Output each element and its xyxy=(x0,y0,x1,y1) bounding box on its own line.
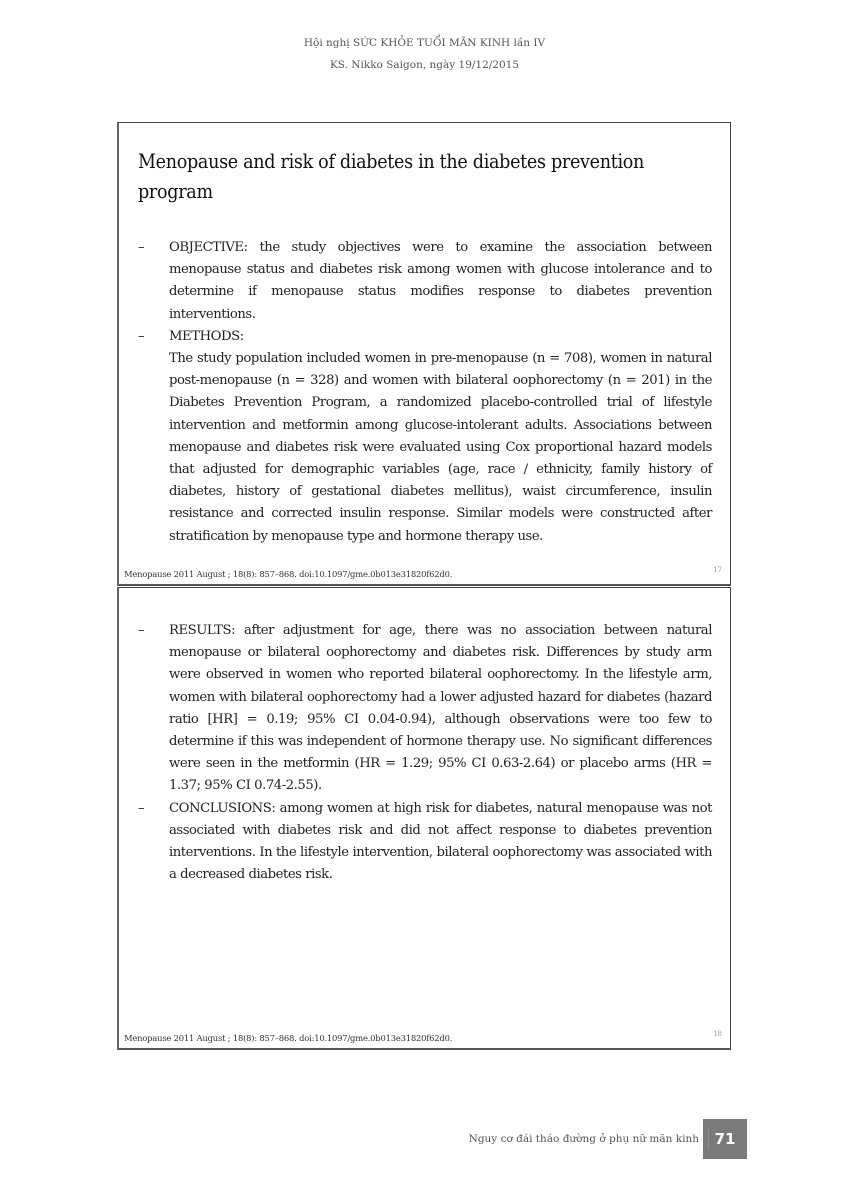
bullet-results xyxy=(138,620,712,798)
divider xyxy=(708,1128,709,1150)
citation: Menopause 2011 August ; 18(8): 857–868. doi:10.1097/gme.0b013e31820f62d0. xyxy=(124,1033,453,1043)
bullet-list xyxy=(138,237,712,548)
citation: Menopause 2011 August ; 18(8): 857–868. doi:10.1097/gme.0b013e31820f62d0. xyxy=(124,569,453,579)
page-header-conference: Hội nghị SỨC KHỎE TUỔI MÃN KINH lần IV xyxy=(303,37,546,49)
slide-title: Menopause and risk of diabetes in the diabetes prevention program xyxy=(138,150,645,203)
slide-number: 18 xyxy=(713,1030,722,1038)
methods-paragraph: The study population included women in pre-menopause (n = 708), women in natural post-menopause (n = 328) and women with bilateral oophorectomy (n = 201) in the Diabetes Prevention Program, a randomized placebo-controlled trial of lifestyle intervention and metformin among glucose-intolerant adults. Associations between menopause and diabetes risk were evaluated using Cox proportional hazard models that adjusted for demographic variables (age, race / ethnicity, family history of diabetes, history of gestational diabetes mellitus), waist circumference, insulin resistance and corrected insulin response. Similar models were constructed after stratification by menopause type and hormone therapy use. xyxy=(169,351,712,544)
dash-bullet-icon: – xyxy=(138,328,145,344)
slide-number: 17 xyxy=(713,566,722,574)
bullet-list xyxy=(138,620,712,886)
page-number-box xyxy=(703,1119,747,1159)
page-number: 71 xyxy=(714,1130,736,1148)
bullet-objective xyxy=(138,237,712,326)
bullet-text: OBJECTIVE: the study objectives were to examine the association between menopause status and diabetes risk among women with glucose intolerance and to determine if menopause status modifies response to diabetes prevention interventions. xyxy=(169,240,712,322)
slide-18 xyxy=(117,587,731,1050)
dash-bullet-icon: – xyxy=(138,800,145,816)
page-footer-title: Nguy cơ đái tháo đường ở phụ nữ mãn kinh xyxy=(468,1133,699,1145)
bullet-methods xyxy=(138,326,712,548)
bullet-conclusions xyxy=(138,798,712,887)
bullet-text: CONCLUSIONS: among women at high risk for diabetes, natural menopause was not associated with diabetes risk and did not affect response to diabetes prevention interventions. In the lifestyle intervention, bilateral oophorectomy was associated with a decreased diabetes risk. xyxy=(169,800,712,883)
bullet-heading: METHODS: xyxy=(169,328,244,344)
dash-bullet-icon: – xyxy=(138,623,145,638)
slide-17 xyxy=(117,122,731,586)
page-header-venue-date: KS. Nikko Saigon, ngày 19/12/2015 xyxy=(329,59,520,71)
dash-bullet-icon: – xyxy=(138,240,145,255)
bullet-text: RESULTS: after adjustment for age, there was no association between natural menopause or bilateral oophorectomy and diabetes risk. Differences by study arm were observed in women who reported bilateral oophorectomy. In the lifestyle arm, women with bilateral oophorectomy had a lower adjusted hazard for diabetes (hazard ratio [HR] = 0.19; 95% CI 0.04-0.94), although observations were too few to determine if this was independent of hormone therapy use. No significant differences were seen in the metformin (HR = 1.29; 95% CI 0.63-2.64) or placebo arms (HR = 1.37; 95% CI 0.74-2.55). xyxy=(169,623,712,794)
